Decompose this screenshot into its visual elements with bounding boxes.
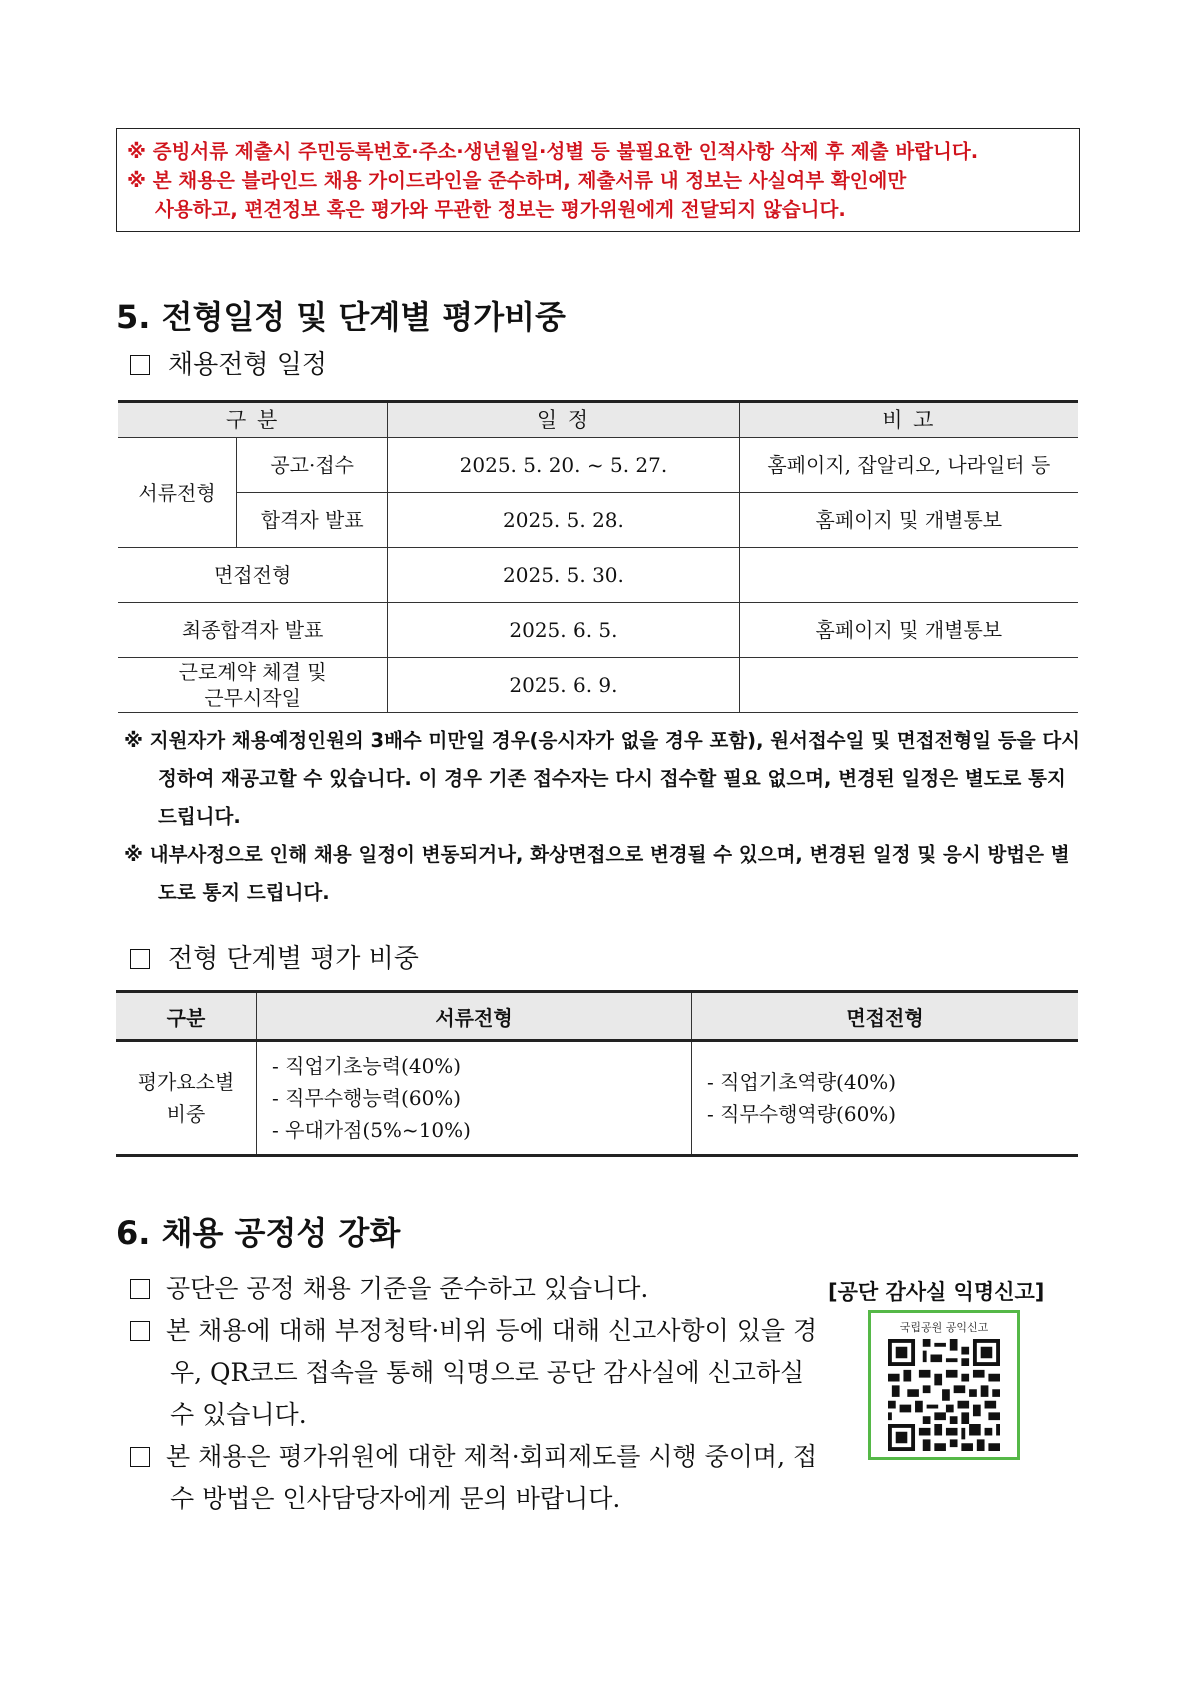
table-row [118, 438, 1078, 493]
weights-interview-list [693, 1066, 1077, 1130]
checkbox-icon [130, 1279, 150, 1299]
table-row [118, 548, 1078, 603]
schedule-row-date: 2025. 6. 5. [388, 603, 739, 658]
notice-line-3: 사용하고, 편견정보 혹은 평가와 무관한 정보는 평가위원에게 전달되지 않습니다. [155, 198, 846, 221]
schedule-note-1: ※ 지원자가 채용예정인원의 3배수 미만일 경우(응시자가 없을 경우 포함), 원서접수일 및 면접전형일 등을 다시 정하여 재공고할 수 있습니다. 이 경우 기존 접수자는 다시 접수할 필요 없으며, 변경된 일정은 별도로 통지 드립니다. [124, 729, 1081, 828]
qr-code-link[interactable] [868, 1310, 1020, 1460]
privacy-notice-box [116, 128, 1080, 232]
schedule-row-label-line-2: 근무시작일 [204, 686, 301, 710]
schedule-row-label: 최종합격자 발표 [118, 603, 388, 658]
weights-header-interview: 면접전형 [692, 992, 1079, 1041]
schedule-row-date: 2025. 6. 9. [388, 658, 739, 713]
weights-row-label [116, 1041, 257, 1156]
schedule-row-date: 2025. 5. 28. [388, 493, 739, 548]
weights-row-label-line-2: 비중 [166, 1102, 206, 1126]
checkbox-icon [130, 949, 150, 969]
schedule-row-label: 면접전형 [118, 548, 388, 603]
weights-document-list [258, 1050, 690, 1146]
section-5-title: 5. 전형일정 및 단계별 평가비중 [116, 298, 566, 336]
checkbox-icon [130, 355, 150, 375]
weights-header-row [116, 992, 1078, 1041]
schedule-note-2: ※ 내부사정으로 인해 채용 일정이 변동되거나, 화상면접으로 변경될 수 있으며, 변경된 일정 및 응시 방법은 별도로 통지 드립니다. [124, 843, 1070, 904]
list-item: - 직무수행능력(60%) [272, 1082, 690, 1114]
schedule-heading [130, 344, 327, 381]
list-item [130, 1310, 820, 1436]
schedule-row-date: 2025. 5. 20. ~ 5. 27. [388, 438, 739, 493]
schedule-header-row [118, 402, 1078, 438]
list-item: - 직업기초역량(40%) [707, 1066, 1077, 1098]
weights-row-label-line-1: 평가요소별 [137, 1070, 235, 1094]
schedule-heading-text: 채용전형 일정 [168, 350, 327, 380]
qr-caption: [공단 감사실 익명신고] [828, 1280, 1045, 1304]
section-6-title: 6. 채용 공정성 강화 [116, 1214, 401, 1252]
notice-line-2: ※ 본 채용은 블라인드 채용 가이드라인을 준수하며, 제출서류 내 정보는 사실여부 확인에만 [127, 169, 907, 192]
schedule-row-label: 공고·접수 [237, 438, 388, 493]
qr-label: 국립공원 공익신고 [899, 1321, 989, 1334]
weights-interview-cell [692, 1041, 1079, 1156]
schedule-group-label: 서류전형 [118, 438, 237, 548]
schedule-header-date: 일 정 [388, 402, 739, 438]
weights-heading [130, 938, 419, 975]
weights-document-cell [257, 1041, 692, 1156]
list-item [130, 1268, 820, 1310]
table-row [116, 1041, 1078, 1156]
list-item [130, 1436, 820, 1520]
fairness-item-text: 본 채용에 대해 부정청탁·비위 등에 대해 신고사항이 있을 경우, QR코드 접속을 통해 익명으로 공단 감사실에 신고하실 수 있습니다. [166, 1316, 818, 1429]
weights-table [116, 990, 1078, 1157]
schedule-row-label [118, 658, 388, 713]
schedule-row-note [739, 658, 1078, 713]
schedule-row-label-line-1: 근로계약 체결 및 [178, 660, 327, 684]
table-row [118, 658, 1078, 713]
fairness-list [130, 1268, 820, 1520]
schedule-row-note: 홈페이지 및 개별통보 [739, 603, 1078, 658]
table-row [118, 603, 1078, 658]
schedule-row-date: 2025. 5. 30. [388, 548, 739, 603]
weights-header-category: 구분 [116, 992, 257, 1041]
table-row [118, 493, 1078, 548]
checkbox-icon [130, 1447, 150, 1467]
schedule-notes [124, 722, 1082, 912]
schedule-table [118, 400, 1078, 713]
fairness-item-text: 본 채용은 평가위원에 대한 제척·회피제도를 시행 중이며, 접수 방법은 인사담당자에게 문의 바랍니다. [166, 1442, 818, 1513]
weights-header-document: 서류전형 [257, 992, 692, 1041]
schedule-row-label: 합격자 발표 [237, 493, 388, 548]
schedule-row-note [739, 548, 1078, 603]
list-item: - 우대가점(5%~10%) [272, 1114, 690, 1146]
weights-heading-text: 전형 단계별 평가 비중 [168, 944, 419, 974]
schedule-header-note: 비 고 [739, 402, 1078, 438]
schedule-row-note: 홈페이지, 잡알리오, 나라일터 등 [739, 438, 1078, 493]
fairness-item-text: 공단은 공정 채용 기준을 준수하고 있습니다. [166, 1274, 649, 1303]
checkbox-icon [130, 1321, 150, 1341]
schedule-header-category: 구 분 [118, 402, 388, 438]
notice-line-1: ※ 증빙서류 제출시 주민등록번호·주소·생년월일·성별 등 불필요한 인적사항 삭제 후 제출 바랍니다. [127, 140, 979, 163]
list-item: - 직무수행역량(60%) [707, 1098, 1077, 1130]
list-item: - 직업기초능력(40%) [272, 1050, 690, 1082]
qr-code-icon [885, 1339, 1003, 1451]
schedule-row-note: 홈페이지 및 개별통보 [739, 493, 1078, 548]
